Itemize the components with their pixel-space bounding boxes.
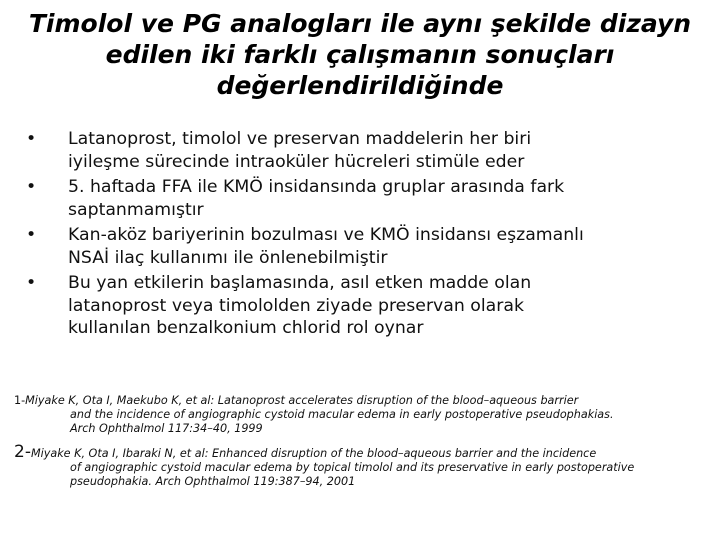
- bullet-dot: •: [26, 129, 37, 149]
- bullet-text-line: saptanmamıştır: [68, 199, 204, 220]
- reference-text-line: Miyake K, Ota I, Ibaraki N, et al: Enhanced disruption of the blood–aqueous barrier and the incidence: [30, 446, 597, 460]
- bullet-dot: •: [26, 273, 37, 293]
- bullet-item: [26, 176, 712, 221]
- bullet-text-line: iyileşme sürecinde intraoküler hücreleri stimüle eder: [68, 151, 525, 172]
- references: [14, 394, 714, 497]
- reference-item: [14, 441, 714, 490]
- reference-item: [14, 394, 714, 437]
- bullet-dot: •: [26, 225, 37, 245]
- bullet-text-line: Latanoprost, timolol ve preservan maddelerin her biri: [68, 129, 532, 149]
- bullet-list: [26, 128, 712, 343]
- bullet-text-line: NSAİ ilaç kullanımı ile önlenebilmiştir: [68, 247, 388, 268]
- reference-text-line: Miyake K, Ota I, Maekubo K, et al: Latanoprost accelerates disruption of the blood–aqueous barrier: [25, 394, 579, 407]
- reference-text-line: and the incidence of angiographic cystoid macular edema in early postoperative pseudophakias.: [70, 408, 614, 422]
- bullet-text-line: kullanılan benzalkonium chlorid rol oynar: [68, 318, 424, 338]
- reference-first-line: [14, 394, 714, 408]
- bullet-text-line: Kan-aköz bariyerinin bozulması ve KMÖ insidansı eşzamanlı: [68, 225, 584, 245]
- title-line: değerlendirildiğinde: [216, 71, 504, 100]
- reference-text-line: pseudophakia. Arch Ophthalmol 119:387–94, 2001: [70, 475, 356, 489]
- bullet-dot: •: [26, 177, 37, 197]
- reference-text-line: Arch Ophthalmol 117:34–40, 1999: [70, 422, 263, 436]
- reference-text-line: of angiographic cystoid macular edema by topical timolol and its preservative in early postoperative: [70, 460, 635, 474]
- reference-number: 2-: [14, 441, 31, 462]
- bullet-text-line: Bu yan etkilerin başlamasında, asıl etken madde olan: [68, 273, 532, 293]
- bullet-text-line: 5. haftada FFA ile KMÖ insidansında gruplar arasında fark: [68, 177, 565, 197]
- bullet-item: [26, 272, 712, 340]
- slide-title: [20, 8, 700, 101]
- title-line: edilen iki farklı çalışmanın sonuçları: [105, 40, 615, 69]
- reference-number: 1-: [14, 394, 26, 407]
- bullet-text-line: latanoprost veya timololden ziyade preservan olarak: [68, 295, 524, 316]
- reference-first-line: [14, 441, 714, 462]
- bullet-item: [26, 128, 712, 173]
- bullet-item: [26, 224, 712, 269]
- title-line: Timolol ve PG analogları ile aynı şekilde dizayn: [28, 9, 692, 38]
